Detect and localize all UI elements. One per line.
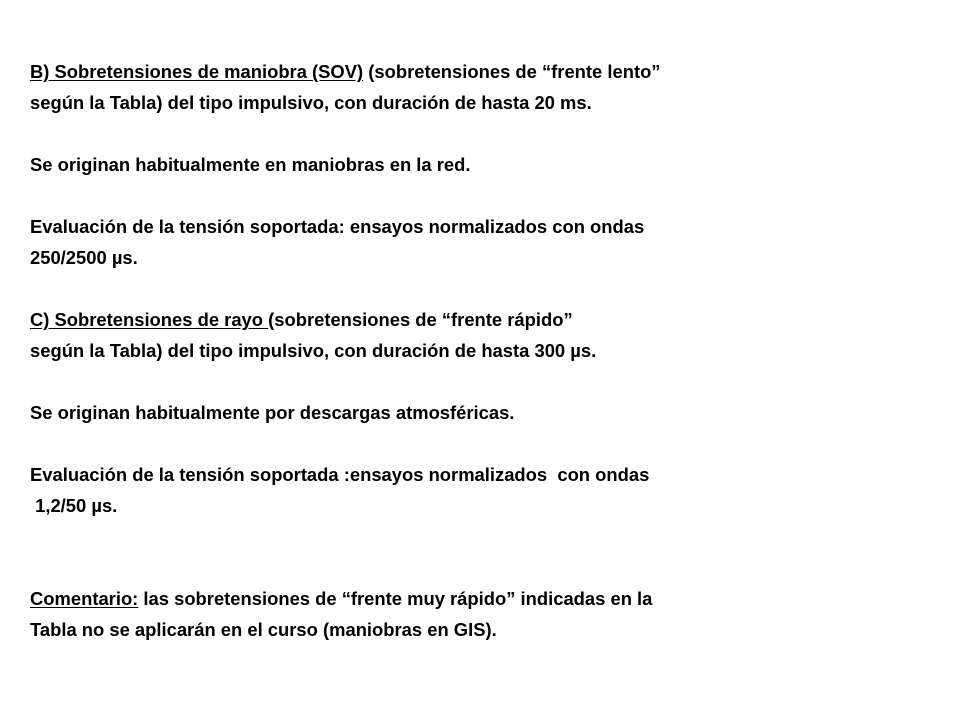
spacer <box>30 273 930 304</box>
spacer <box>30 552 930 583</box>
spacer <box>30 428 930 459</box>
section-c-heading: C) Sobretensiones de rayo <box>30 309 269 330</box>
spacer <box>30 180 930 211</box>
section-b-line-1 <box>30 56 930 87</box>
section-c-line-1 <box>30 304 930 335</box>
comment-line-2: Tabla no se aplicarán en el curso (maniobras en GIS). <box>30 619 497 640</box>
spacer <box>30 521 930 552</box>
section-b-evaluation-line-2: 250/2500 µs. <box>30 247 138 268</box>
section-c-origin: Se originan habitualmente por descargas atmosféricas. <box>30 402 515 423</box>
comment-line-1 <box>30 583 930 614</box>
comment-label: Comentario: <box>30 588 139 609</box>
section-c-line-2-start: según la Tabla) del tipo impulsivo <box>30 340 324 361</box>
section-c-evaluation-line-1: Evaluación de la tensión soportada :ensayos normalizados con ondas <box>30 464 650 485</box>
spacer <box>30 118 930 149</box>
section-b-origin: Se originan habitualmente en maniobras en la red. <box>30 154 471 175</box>
spacer <box>30 366 930 397</box>
section-b-heading: B) Sobretensiones de maniobra (SOV) <box>30 61 364 82</box>
comment-line-1-rest: las sobretensiones de “frente muy rápido” indicadas en la <box>138 588 653 609</box>
section-c-line-2 <box>30 335 930 366</box>
section-b-line-1-rest: (sobretensiones de “frente lento” <box>363 61 661 82</box>
section-b-line-2: según la Tabla) del tipo impulsivo, con duración de hasta 20 ms. <box>30 92 592 113</box>
section-c-line-1-rest: (sobretensiones de “frente rápido” <box>268 309 573 330</box>
slide-text-body <box>30 56 930 645</box>
section-c-line-2-rest: , con duración de hasta 300 µs. <box>323 340 597 361</box>
section-c-evaluation-line-2: 1,2/50 µs. <box>30 495 118 516</box>
section-b-evaluation-line-1: Evaluación de la tensión soportada: ensayos normalizados con ondas <box>30 216 645 237</box>
